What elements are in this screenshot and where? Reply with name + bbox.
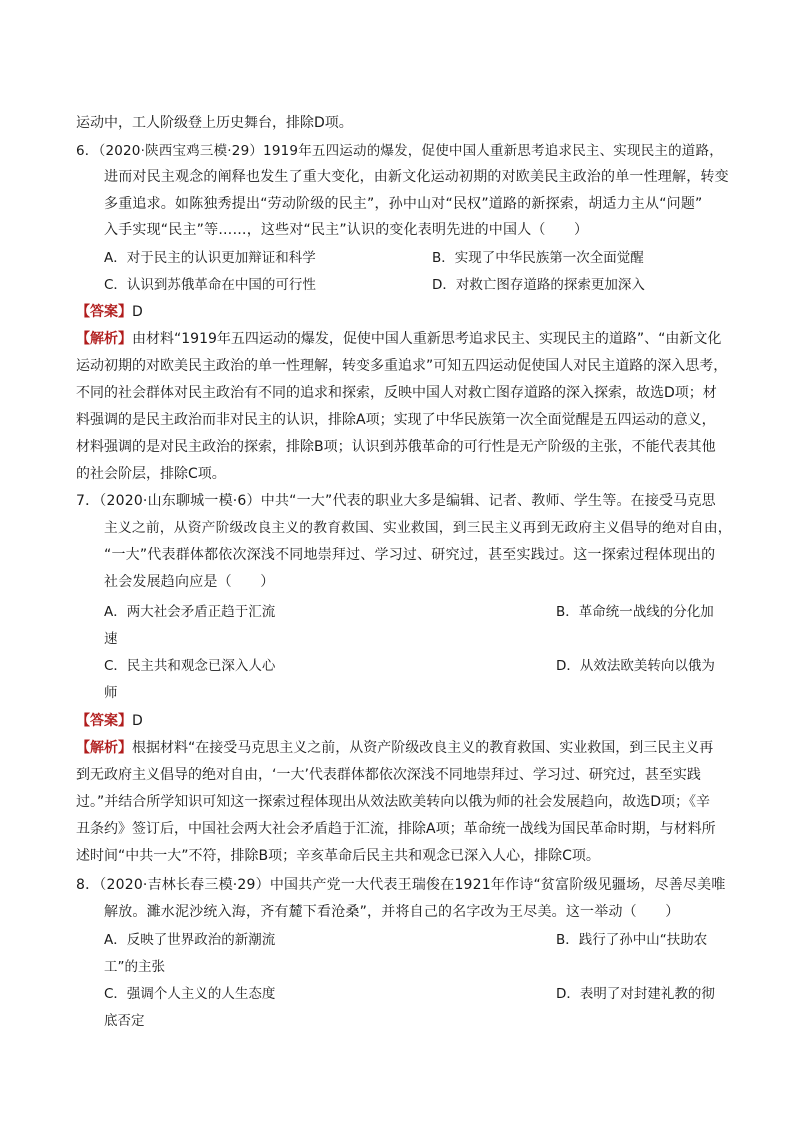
- question-8-option-d: D．表明了对封建礼教的彻: [556, 986, 715, 1002]
- question-8-line-1: 8．（2020·吉林长春三模·29）中国共产党一大代表王瑞俊在1921年作诗“贫富阶级见疆场，尽善尽美唯: [76, 877, 726, 893]
- question-7-answer: [76, 711, 143, 731]
- question-7-analysis-line-1: [76, 738, 713, 758]
- question-7-line-3: “一大”代表群体都依次深浅不同地崇拜过、学习过、研究过，甚至实践过。这一探索过程体现出的: [104, 547, 716, 563]
- question-7-option-c: C．民主共和观念已深入人心: [104, 658, 276, 674]
- question-8-option-d-wrap: 底否定: [104, 1013, 145, 1029]
- question-7-analysis-line-5: 述时间“中共一大”不符，排除B项；辛亥革命后民主共和观念已深入人心，排除C项。: [76, 848, 600, 864]
- question-7-option-d: D．从效法欧美转向以俄为: [556, 658, 715, 674]
- question-6-line-1: 6．（2020·陕西宝鸡三模·29）1919年五四运动的爆发，促使中国人重新思考追求民主、实现民主的道路，: [76, 143, 723, 159]
- question-6-line-2: 进而对民主观念的阐释也发生了重大变化，由新文化运动初期的对欧美民主政治的单一性理解，转变: [104, 169, 729, 185]
- question-6-option-d: D．对救亡图存道路的探索更加深入: [432, 277, 645, 293]
- question-7-analysis-line-3: 过。”并结合所学知识可知这一探索过程体现出从效法欧美转向以俄为师的社会发展趋向，故选D项；《辛: [76, 794, 711, 810]
- answer-tag: 【答案】: [76, 304, 132, 320]
- question-7-line-4: 社会发展趋向应是（ ）: [104, 574, 275, 590]
- answer-value: D: [132, 713, 143, 729]
- question-6-line-4: 入手实现“民主”等……，这些对“民主”认识的变化表明先进的中国人（ ）: [104, 222, 589, 238]
- question-6-analysis-line-4: 料强调的是民主政治而非对民主的认识，排除A项；实现了中华民族第一次全面觉醒是五四运动的意义，: [76, 412, 716, 428]
- question-7-option-a: A．两大社会矛盾正趋于汇流: [104, 604, 276, 620]
- answer-tag: 【答案】: [76, 713, 132, 729]
- question-8-option-a: A．反映了世界政治的新潮流: [104, 932, 276, 948]
- question-6-analysis-line-2: 运动初期的对欧美民主政治的单一性理解，转变多重追求”可知五四运动促使国人对民主道路的深入思考，: [76, 358, 728, 374]
- analysis-text: 根据材料“在接受马克思主义之前，从资产阶级改良主义的教育救国、实业救国，到三民主义再: [132, 740, 714, 756]
- analysis-tag: 【解析】: [76, 740, 132, 756]
- question-8-option-b-wrap: 工”的主张: [104, 959, 165, 975]
- question-6-answer: [76, 302, 143, 322]
- continuation-line: 运动中，工人阶级登上历史舞台，排除D项。: [76, 115, 353, 131]
- question-6-analysis-line-1: [76, 329, 721, 349]
- question-7-option-d-wrap: 师: [104, 685, 118, 701]
- question-6-analysis-line-5: 材料强调的是对民主政治的探索，排除B项；认识到苏俄革命的可行性是无产阶级的主张，不能代表其他: [76, 439, 716, 455]
- question-7-option-b: B．革命统一战线的分化加: [556, 604, 714, 620]
- question-8-option-c: C．强调个人主义的人生态度: [104, 986, 276, 1002]
- question-7-option-b-wrap: 速: [104, 631, 118, 647]
- analysis-text: 由材料“1919年五四运动的爆发，促使中国人重新思考追求民主、实现民主的道路”、“由新文化: [132, 331, 722, 347]
- question-8-option-b: B．践行了孙中山“扶助农: [556, 932, 708, 948]
- question-7-analysis-line-4: 丑条约》签订后，中国社会两大社会矛盾趋于汇流，排除A项；革命统一战线为国民革命时期，与材料所: [76, 821, 716, 837]
- question-6-option-c: C．认识到苏俄革命在中国的可行性: [104, 277, 316, 293]
- question-7-line-1: 7．（2020·山东聊城一模·6）中共“一大”代表的职业大多是编辑、记者、教师、学生等。在接受马克思: [76, 493, 716, 509]
- question-6-analysis-line-6: 的社会阶层，排除C项。: [76, 466, 226, 482]
- question-7-analysis-line-2: 到无政府主义倡导的绝对自由，‘一大’代表群体都依次深浅不同地崇拜过、学习过、研究过，甚至实践: [76, 767, 701, 783]
- question-6-option-a: A．对于民主的认识更加辩证和科学: [104, 250, 316, 266]
- question-6-option-b: B．实现了中华民族第一次全面觉醒: [432, 250, 644, 266]
- question-6-analysis-line-3: 不同的社会群体对民主政治有不同的追求和探索，反映中国人对救亡图存道路的深入探索，故选D项；材: [76, 385, 717, 401]
- question-6-line-3: 多重追求。如陈独秀提出“劳动阶级的民主”，孙中山对“民权”道路的新探索，胡适力主从“问题”: [104, 196, 703, 212]
- answer-value: D: [132, 304, 143, 320]
- question-8-line-2: 解放。濉水泥沙统入海，齐有麓下看沧桑”，并将自己的名字改为王尽美。这一举动（ ）: [104, 904, 680, 920]
- analysis-tag: 【解析】: [76, 331, 132, 347]
- question-7-line-2: 主义之前，从资产阶级改良主义的教育救国、实业救国，到三民主义再到无政府主义倡导的绝对自由，: [104, 520, 732, 536]
